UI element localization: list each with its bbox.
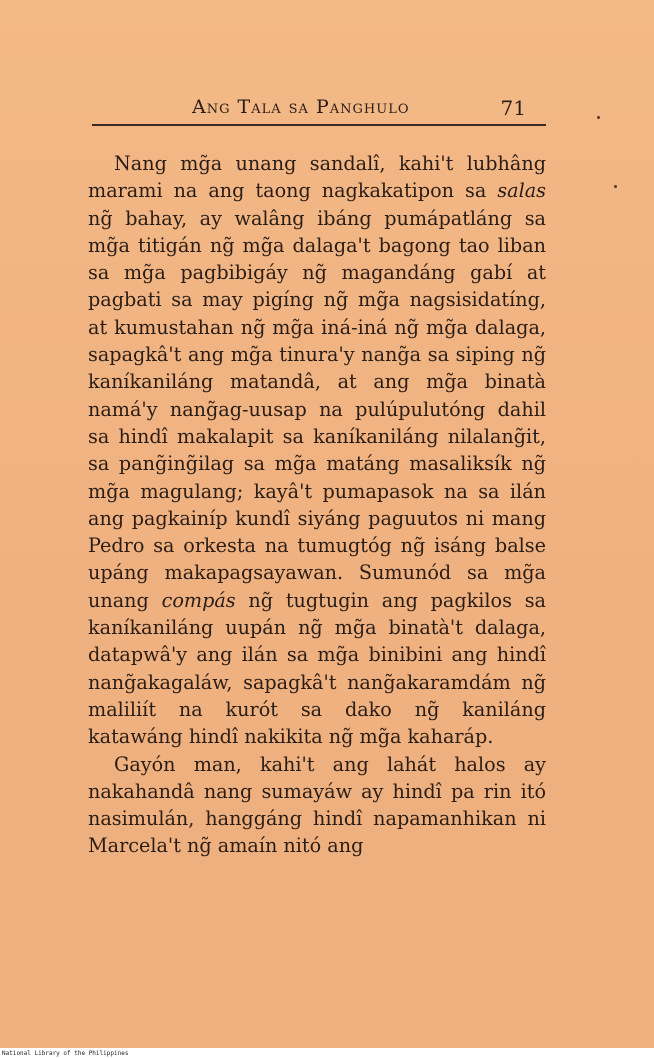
paragraph-1-part-1: Nang mg̃a unang sandalî, kahi't lubhâng marami na ang taong nagkakatipon sa — [88, 152, 546, 203]
paragraph-1-part-2: ng̃ bahay, ay walâng ibáng pumápatláng sa mg̃a titigán ng̃ mg̃a dalaga't bagong tao liban sa mg̃a pagbibigáy ng̃ magandáng gabí at pagbati sa may pigíng ng̃ mg̃a nagsisidatíng, at kumustahan ng̃ mg̃a iná-iná ng̃ mg̃a dalaga, sapagkâ't ang mg̃a tinura'y nang̃a sa siping ng̃ kaníkaniláng matandâ, at ang mg̃a binatà namá'y nang̃ag-uusap na pulúpulutóng dahil sa hindî makalapit sa kaníkaniláng nilalang̃it, sa pang̃ing̃ilag sa mg̃a matáng masaliksík ng̃ mg̃a magulang; kayâ't pumapasok na sa ilán ang pagkainíp kundî siyáng paguutos ni mang Pedro sa orkesta na tumugtóg ng̃ isáng balse upáng makapagsayawan. Sumunód sa mg̃a unang — [88, 206, 546, 612]
page-header — [92, 96, 546, 126]
paragraph-2: Gayón man, kahi't ang lahát halos ay nakahandâ nang sumayáw ay hindî pa rin itó nasimulán, hanggáng hindî napamanhikan ni Marcela't ng̃ amaín nitó ang — [88, 752, 546, 858]
running-head: Ang Tala sa Panghulo — [192, 96, 410, 118]
body-text — [88, 150, 546, 860]
paragraph-1-part-3: ng̃ tugtugin ang pagkilos sa kaníkaniláng uupán ng̃ mg̃a binatà't dalaga, datapwâ'y ang ilán sa mg̃a binibini ang hindî nang̃akagaláw, sapagkâ't nang̃akaramdám ng̃ maliliít na kurót sa dako ng̃ kaniláng katawáng hindî nakikita ng̃ mg̃a kaharáp. — [88, 588, 546, 749]
page-number: 71 — [500, 96, 526, 120]
paper-speck — [614, 185, 617, 188]
footer-credit: National Library of the Philippines — [2, 1050, 129, 1057]
paragraph-1 — [88, 150, 546, 751]
italic-word-salas: salas — [497, 179, 546, 203]
italic-word-compas: compás — [161, 588, 236, 612]
paper-speck — [597, 116, 600, 119]
